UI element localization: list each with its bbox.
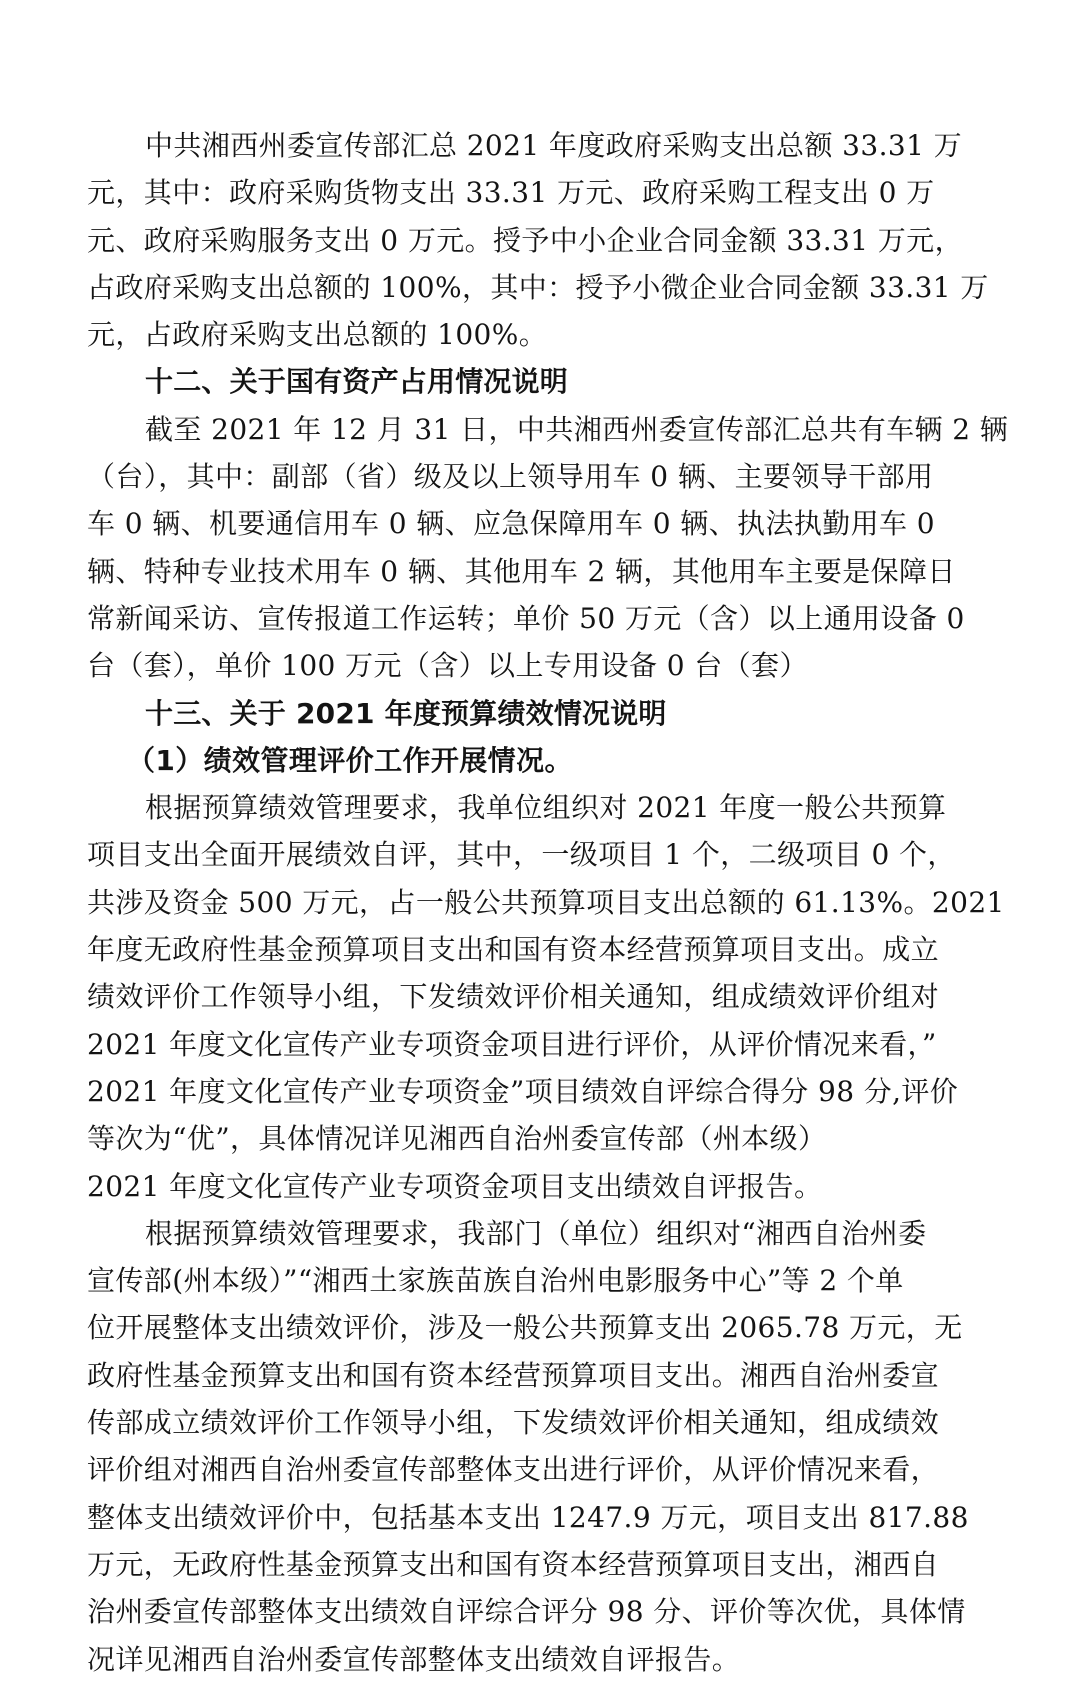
text-line: 根据预算绩效管理要求，我部门（单位）组织对“湘西自治州委	[145, 1216, 927, 1250]
subheading-text: （1）绩效管理评价工作开展情况。	[127, 743, 573, 777]
text-line: 根据预算绩效管理要求，我单位组织对 2021 年度一般公共预算	[145, 791, 947, 825]
section-heading-13	[87, 690, 967, 737]
paragraph-project-evaluation	[87, 784, 1005, 1210]
paragraph-assets	[87, 406, 1009, 690]
text-line: 元、政府采购服务支出 0 万元。授予中小企业合同金额 33.31 万元，	[87, 223, 963, 257]
text-line: 中共湘西州委宣传部汇总 2021 年度政府采购支出总额 33.31 万	[145, 129, 963, 162]
text-line: 整体支出绩效评价中，包括基本支出 1247.9 万元，项目支出 817.88	[87, 1500, 969, 1534]
text-line: 宣传部(州本级）”“湘西土家族苗族自治州电影服务中心”等 2 个单	[87, 1264, 904, 1298]
text-line: 项目支出全面开展绩效自评，其中，一级项目 1 个，二级项目 0 个，	[87, 838, 956, 872]
text-line: 共涉及资金 500 万元，占一般公共预算项目支出总额的 61.13%。2021	[87, 885, 1005, 919]
paragraph-procurement	[87, 122, 989, 358]
text-line: 况详见湘西自治州委宣传部整体支出绩效自评报告。	[87, 1642, 741, 1676]
text-line: 传部成立绩效评价工作领导小组，下发绩效评价相关通知，组成绩效	[87, 1406, 940, 1440]
text-line: 截至 2021 年 12 月 31 日，中共湘西州委宣传部汇总共有车辆 2 辆	[145, 412, 1009, 446]
heading-text: 十二、关于国有资产占用情况说明	[145, 365, 569, 399]
text-line: 2021 年度文化宣传产业专项资金”项目绩效自评综合得分 98 分,评价	[87, 1074, 959, 1108]
text-line: 治州委宣传部整体支出绩效自评综合评分 98 分、评价等次优，具体情	[87, 1595, 966, 1629]
text-line: 元，其中：政府采购货物支出 33.31 万元、政府采购工程支出 0 万	[87, 176, 935, 210]
text-line: 辆、特种专业技术用车 0 辆、其他用车 2 辆，其他用车主要是保障日	[87, 554, 956, 588]
text-line: 车 0 辆、机要通信用车 0 辆、应急保障用车 0 辆、执法执勤用车 0	[87, 507, 935, 541]
subsection-heading-1	[87, 737, 967, 784]
text-line: （台），其中：副部（省）级及以上领导用车 0 辆、主要领导干部用	[87, 460, 934, 494]
text-line: 评价组对湘西自治州委宣传部整体支出进行评价，从评价情况来看，	[87, 1453, 940, 1487]
text-line: 绩效评价工作领导小组，下发绩效评价相关通知，组成绩效评价组对	[87, 980, 940, 1014]
heading-text: 十三、关于 2021 年度预算绩效情况说明	[145, 696, 667, 730]
text-line: 占政府采购支出总额的 100%，其中：授予小微企业合同金额 33.31 万	[87, 270, 989, 304]
text-line: 常新闻采访、宣传报道工作运转；单价 50 万元（含）以上通用设备 0	[87, 601, 965, 635]
text-line: 元，占政府采购支出总额的 100%。	[87, 318, 548, 352]
paragraph-overall-evaluation	[87, 1210, 967, 1683]
text-line: 等次为“优”，具体情况详见湘西自治州委宣传部（州本级）	[87, 1122, 827, 1156]
section-heading-12	[87, 358, 967, 405]
text-line: 台（套），单价 100 万元（含）以上专用设备 0 台（套）	[87, 649, 808, 683]
text-line: 年度无政府性基金预算项目支出和国有资本经营预算项目支出。成立	[87, 933, 940, 967]
text-line: 2021 年度文化宣传产业专项资金项目进行评价，从评价情况来看，”	[87, 1027, 937, 1061]
text-line: 万元，无政府性基金预算支出和国有资本经营预算项目支出，湘西自	[87, 1547, 940, 1581]
text-line: 政府性基金预算支出和国有资本经营预算项目支出。湘西自治州委宣	[87, 1358, 940, 1392]
text-line: 位开展整体支出绩效评价，涉及一般公共预算支出 2065.78 万元，无	[87, 1311, 963, 1345]
document-body	[87, 122, 1009, 1683]
text-line: 2021 年度文化宣传产业专项资金项目支出绩效自评报告。	[87, 1169, 823, 1203]
